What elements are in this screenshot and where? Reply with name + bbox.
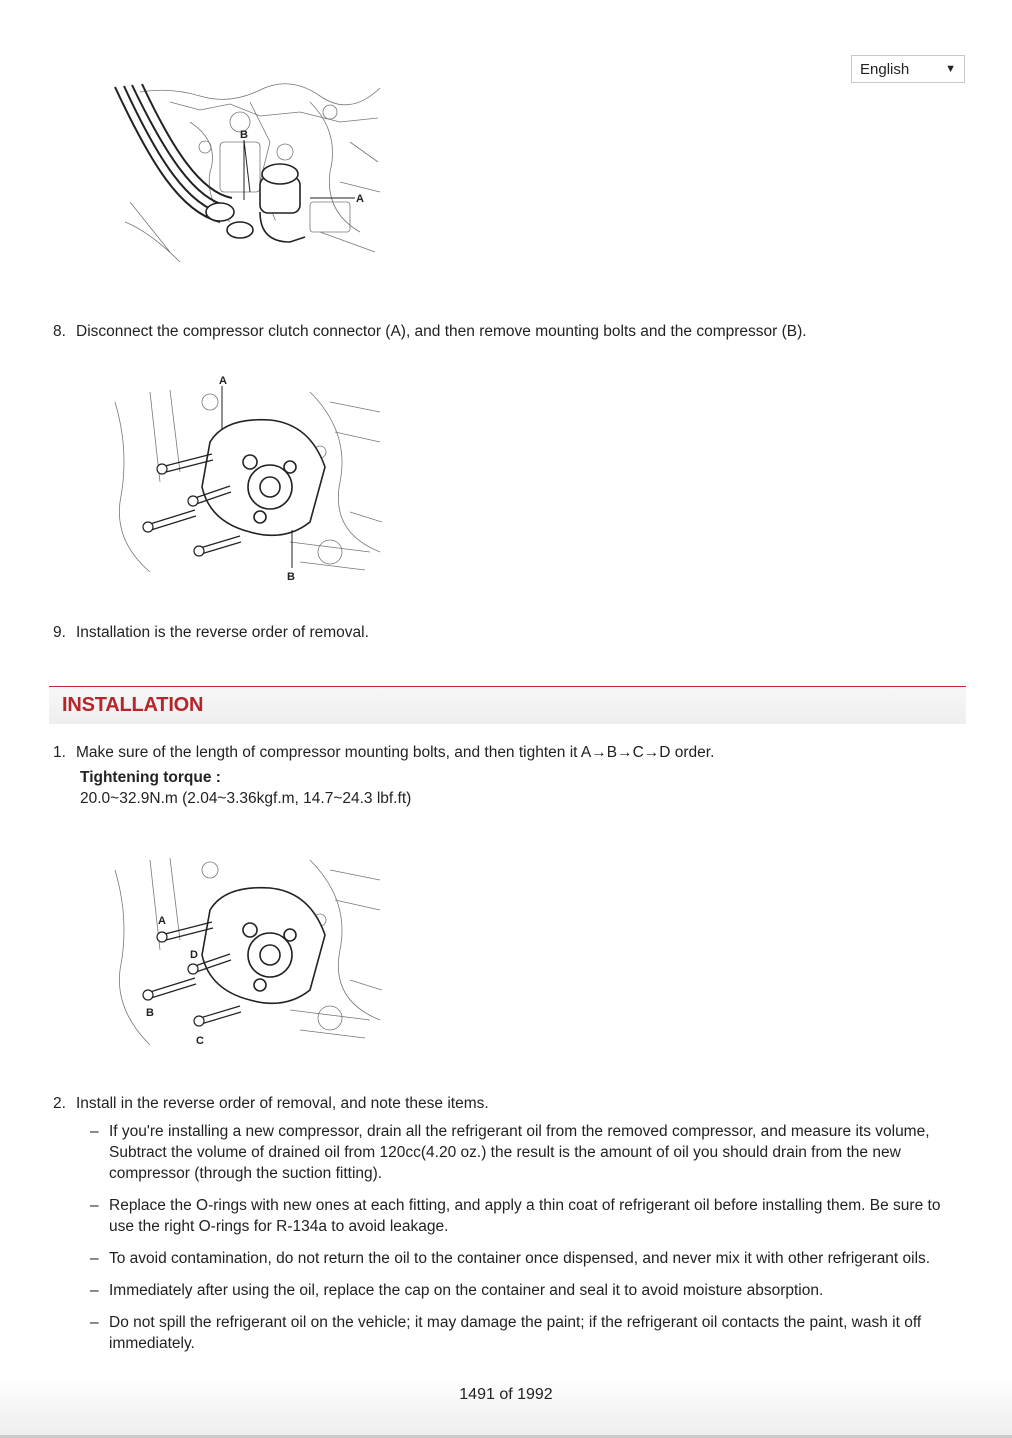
language-select[interactable]: [851, 55, 965, 83]
step-number: 2.: [53, 1095, 66, 1112]
list-item: – Do not spill the refrigerant oil on the vehicle; it may damage the paint; if the refrigerant oil contacts the paint, wash it off immediately.: [90, 1314, 922, 1352]
figure-bolt-order-illustration: [110, 850, 384, 1050]
spec-value: 20.0~32.9N.m (2.04~3.36kgf.m, 14.7~24.3 lbf.ft): [80, 790, 412, 807]
installation-notes-list: [90, 1121, 960, 1365]
removal-step-9: [53, 623, 369, 643]
tightening-torque-spec: [80, 767, 411, 809]
figure-label-b: B: [146, 1007, 154, 1019]
step-text: Make sure of the length of compressor mounting bolts, and then tighten it A→B→C→D order.: [76, 744, 715, 761]
step-text: Installation is the reverse order of removal.: [76, 624, 369, 641]
triangle-down-icon: ▼: [945, 63, 956, 75]
figure-label-c: C: [196, 1035, 204, 1047]
step-text: Disconnect the compressor clutch connector (A), and then remove mounting bolts and the compressor (B).: [76, 323, 807, 340]
installation-title: INSTALLATION: [62, 694, 204, 716]
language-select-value: English: [860, 60, 910, 78]
figure-compressor-removal-illustration: [110, 372, 384, 584]
installation-section-header: [49, 686, 966, 724]
page-number: 1491 of 1992: [459, 1386, 553, 1403]
figure-hose-connection-illustration: [110, 82, 384, 274]
list-item: – Immediately after using the oil, replace the cap on the container and seal it to avoid moisture absorption.: [90, 1282, 824, 1299]
step-text: Install in the reverse order of removal, and note these items.: [76, 1095, 489, 1112]
installation-step-2: [53, 1094, 489, 1114]
list-item: – Replace the O-rings with new ones at each fitting, and apply a thin coat of refrigerant oil before installing them. Be sure to use the right O-rings for R-134a to avoid leakage.: [90, 1197, 941, 1235]
figure-label-b: B: [287, 571, 295, 583]
figure-compressor-removal: [110, 372, 384, 584]
figure-label-b: B: [240, 129, 248, 141]
figure-label-a: A: [356, 193, 364, 205]
figure-label-a: A: [158, 915, 166, 927]
spec-label: Tightening torque :: [80, 769, 221, 786]
figure-label-d: D: [190, 949, 198, 961]
step-number: 8.: [53, 323, 66, 340]
figure-bolt-order: [110, 850, 384, 1050]
list-item: – To avoid contamination, do not return the oil to the container once dispensed, and never mix it with other refrigerant oils.: [90, 1250, 931, 1267]
figure-hose-connection: [110, 82, 384, 274]
step-number: 1.: [53, 744, 66, 761]
figure-label-a: A: [219, 375, 227, 387]
installation-step-1: [53, 743, 714, 763]
step-number: 9.: [53, 624, 66, 641]
list-item: – If you're installing a new compressor, drain all the refrigerant oil from the removed compressor, and measure its volume, Subtract the volume of drained oil from 120cc(4.20 oz.) the result is the amount of oil you should drain from the new compressor (through the suction fitting).: [90, 1123, 930, 1182]
removal-step-8: [53, 322, 807, 342]
